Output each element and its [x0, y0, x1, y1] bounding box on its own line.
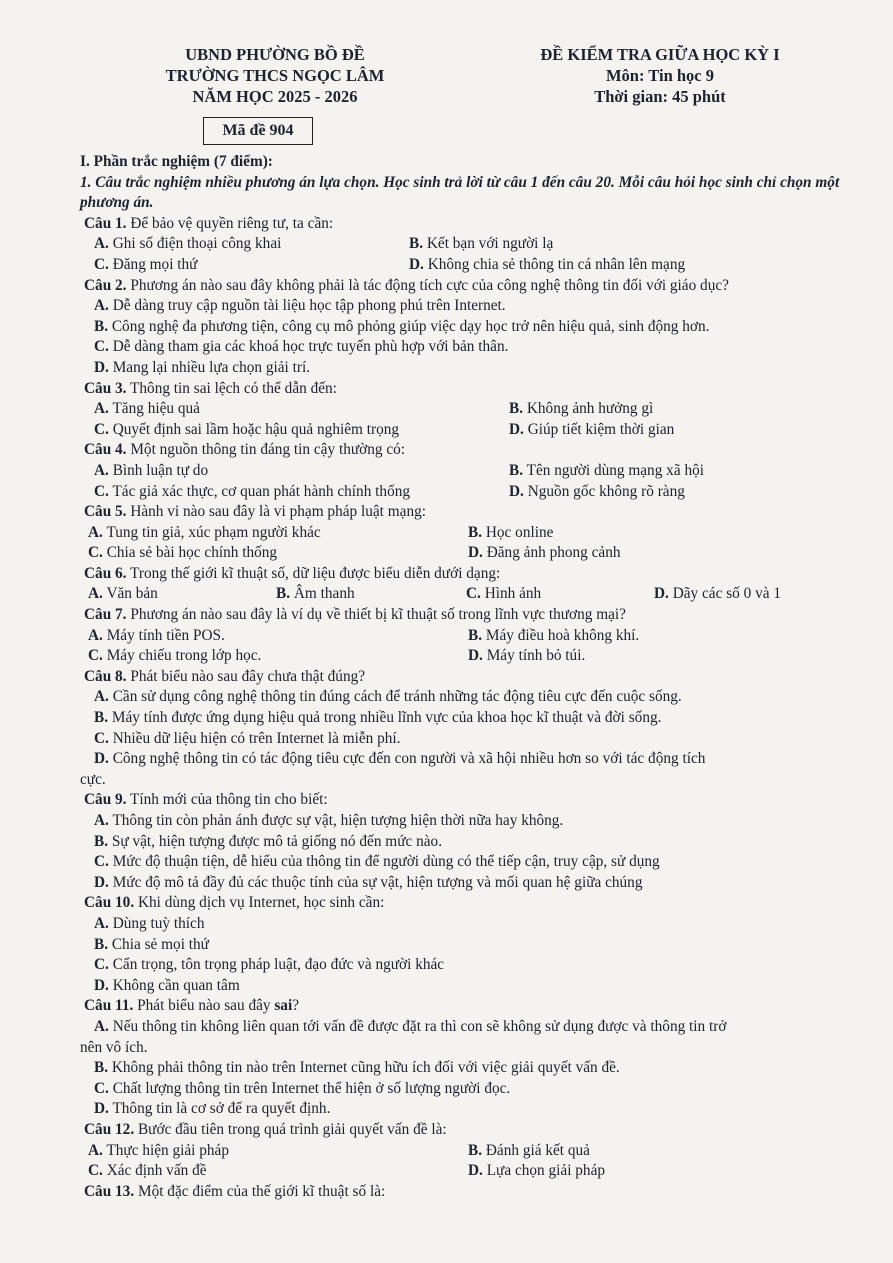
- question-number: Câu 13.: [84, 1182, 135, 1200]
- option-b: B. Âm thanh: [276, 585, 355, 603]
- option-a-continued: nên vô ích.: [80, 1038, 148, 1056]
- option-a: A. Thông tin còn phản ánh được sự vật, hiện tượng hiện thời nữa hay không.: [94, 812, 564, 829]
- option-a: A. Ghi số điện thoại công khai: [94, 235, 282, 253]
- option-c: C. Nhiều dữ liệu hiện có trên Internet là miễn phí.: [94, 729, 401, 747]
- question-text: Phương án nào sau đây là ví dụ về thiết bị kĩ thuật số trong lĩnh vực thương mại?: [126, 606, 626, 624]
- option-b: B. Tên người dùng mạng xã hội: [509, 461, 704, 479]
- question-text: Để bảo vệ quyền riêng tư, ta cần:: [126, 214, 334, 232]
- option-c: C. Tác giả xác thực, cơ quan phát hành chính thống: [94, 482, 411, 500]
- question-text: Một nguồn thông tin đáng tin cậy thường có:: [126, 441, 406, 459]
- option-c: C. Chia sẻ bài học chính thống: [88, 544, 278, 562]
- option-d: D. Giúp tiết kiệm thời gian: [509, 420, 675, 438]
- option-d: D. Dãy các số 0 và 1: [654, 585, 782, 603]
- question-4: [80, 440, 840, 461]
- option-b: B. Chia sẻ mọi thứ: [94, 935, 209, 953]
- option-b: B. Sự vật, hiện tượng được mô tả giống nó đến mức nào.: [94, 832, 443, 850]
- question-number: Câu 4.: [84, 441, 127, 459]
- option-d: D. Máy tính bỏ túi.: [468, 647, 586, 665]
- option-c: C. Quyết định sai lầm hoặc hậu quả nghiêm trọng: [94, 420, 400, 438]
- options-row: [80, 543, 840, 564]
- question-text: Bước đầu tiên trong quá trình giải quyết vấn đề là:: [134, 1120, 447, 1138]
- question-number: Câu 5.: [84, 503, 127, 521]
- question-number: Câu 8.: [84, 667, 127, 685]
- question-2: [80, 276, 840, 297]
- option-d: D. Thông tin là cơ sở để ra quyết định.: [94, 1100, 331, 1118]
- option-a: A. Văn bản: [88, 585, 158, 603]
- exam-content: [80, 152, 840, 1202]
- options-row: [80, 420, 840, 441]
- option-a: A. Nếu thông tin không liên quan tới vấn đề được đặt ra thì con sẽ không sử dụng được và thông tin trở: [94, 1017, 727, 1035]
- option-c: C. Dễ dàng tham gia các khoá học trực tuyến phù hợp với bản thân.: [94, 338, 509, 356]
- section-title: I. Phần trắc nghiệm (7 điểm):: [80, 153, 273, 170]
- option-b: B. Máy tính được ứng dụng hiệu quả trong nhiều lĩnh vực của khoa học kĩ thuật và đời sống.: [94, 709, 662, 727]
- exam-title: ĐỀ KIỂM TRA GIỮA HỌC KỲ I: [540, 45, 780, 64]
- option-b: B. Không phải thông tin nào trên Internet cũng hữu ích đối với việc giải quyết vấn đề.: [94, 1059, 620, 1077]
- option-d-continued: cực.: [80, 770, 106, 788]
- option-c: C. Mức độ thuận tiện, dễ hiểu của thông tin để người dùng có thể tiếp cận, truy cập, sử dụng: [94, 853, 660, 871]
- option-b: B. Học online: [468, 523, 554, 541]
- question-text: Hành vi nào sau đây là vi phạm pháp luật mạng:: [126, 503, 426, 521]
- option-a: A. Tăng hiệu quả: [94, 400, 200, 418]
- question-6: [80, 564, 840, 585]
- question-13: [80, 1182, 840, 1203]
- options-row: [80, 461, 840, 482]
- question-number: Câu 2.: [84, 276, 127, 294]
- header-left: [125, 44, 425, 107]
- question-number: Câu 12.: [84, 1120, 135, 1138]
- options-row: [80, 523, 840, 544]
- options-row: [80, 482, 840, 503]
- options-row: [80, 399, 840, 420]
- question-10: [80, 893, 840, 914]
- option-a: A. Máy tính tiền POS.: [88, 626, 225, 644]
- question-11: Câu 11. Phát biểu nào sau đây sai?: [84, 997, 300, 1015]
- option-b: B. Công nghệ đa phương tiện, công cụ mô phỏng giúp việc dạy học trở nên hiệu quả, sinh động hơn.: [94, 317, 710, 335]
- option-a: A. Cần sử dụng công nghệ thông tin đúng cách để tránh những tác động tiêu cực đến cuộc sống.: [94, 688, 682, 706]
- option-c: C. Cẩn trọng, tôn trọng pháp luật, đạo đức và người khác: [94, 956, 445, 974]
- question-number: Câu 10.: [84, 894, 135, 912]
- option-b: B. Đánh giá kết quả: [468, 1141, 590, 1159]
- duration: Thời gian: 45 phút: [594, 87, 726, 106]
- option-b: B. Không ảnh hưởng gì: [509, 400, 654, 418]
- question-text: Khi dùng dịch vụ Internet, học sinh cần:: [134, 894, 385, 912]
- option-c: C. Hình ảnh: [466, 585, 542, 603]
- option-d: D. Nguồn gốc không rõ ràng: [509, 482, 685, 500]
- option-a: A. Thực hiện giải pháp: [88, 1141, 229, 1159]
- options-row: [80, 584, 840, 605]
- question-text: Một đặc điểm của thế giới kĩ thuật số là:: [134, 1182, 386, 1200]
- option-d: D. Công nghệ thông tin có tác động tiêu cực đến con người và xã hội nhiều hơn so với tác động tích: [94, 750, 706, 768]
- question-number: Câu 3.: [84, 379, 127, 397]
- option-d: D. Mang lại nhiều lựa chọn giải trí.: [94, 358, 311, 376]
- options-row: [80, 1141, 840, 1162]
- options-row: [80, 646, 840, 667]
- school-year: NĂM HỌC 2025 - 2026: [192, 87, 358, 106]
- question-7: [80, 605, 840, 626]
- option-a: A. Tung tin giả, xúc phạm người khác: [88, 523, 321, 541]
- school-name: TRƯỜNG THCS NGỌC LÂM: [165, 66, 385, 85]
- question-text: Trong thế giới kĩ thuật số, dữ liệu được biểu diễn dưới dạng:: [126, 564, 501, 582]
- question-12: [80, 1120, 840, 1141]
- question-text: Phát biểu nào sau đây: [133, 997, 275, 1015]
- question-number: Câu 1.: [84, 214, 127, 232]
- option-b: B. Kết bạn với người lạ: [409, 235, 554, 253]
- question-number: Câu 11.: [84, 997, 134, 1015]
- option-d: D. Không cần quan tâm: [94, 976, 240, 994]
- question-8: [80, 667, 840, 688]
- option-d: D. Mức độ mô tả đầy đủ các thuộc tính của sự vật, hiện tượng và mối quan hệ giữa chúng: [94, 873, 643, 891]
- option-d: D. Lựa chọn giải pháp: [468, 1162, 606, 1180]
- question-text: Tính mới của thông tin cho biết:: [126, 791, 328, 809]
- option-a: A. Dễ dàng truy cập nguồn tài liệu học tập phong phú trên Internet.: [94, 297, 506, 315]
- options-row: [80, 1161, 840, 1182]
- question-number: Câu 7.: [84, 606, 127, 624]
- authority-name: UBND PHƯỜNG BỒ ĐỀ: [185, 45, 365, 64]
- question-keyword: sai: [274, 997, 293, 1015]
- exam-code-box: Mã đề 904: [203, 117, 313, 145]
- question-3: [80, 379, 840, 400]
- option-d: D. Đăng ảnh phong cảnh: [468, 544, 621, 562]
- option-c: C. Xác định vấn đề: [88, 1162, 207, 1180]
- question-number: Câu 6.: [84, 564, 127, 582]
- option-a: A. Bình luận tự do: [94, 461, 209, 479]
- section-instructions: 1. Câu trắc nghiệm nhiều phương án lựa chọn. Học sinh trả lời từ câu 1 đến câu 20. Mỗi câu hỏi học sinh chỉ chọn một phương án.: [80, 173, 840, 212]
- option-d: D. Không chia sẻ thông tin cá nhân lên mạng: [409, 255, 686, 273]
- options-row: [80, 255, 840, 276]
- options-row: [80, 234, 840, 255]
- question-1: [80, 214, 840, 235]
- option-a: A. Dùng tuỳ thích: [94, 914, 205, 932]
- option-c: C. Máy chiếu trong lớp học.: [88, 647, 262, 665]
- option-c: C. Chất lượng thông tin trên Internet thể hiện ở số lượng người đọc.: [94, 1079, 511, 1097]
- question-text: Phương án nào sau đây không phải là tác động tích cực của công nghệ thông tin đối với giáo dục?: [126, 276, 729, 294]
- question-number: Câu 9.: [84, 791, 127, 809]
- subject: Môn: Tin học 9: [605, 66, 715, 85]
- options-row: [80, 626, 840, 647]
- question-text: Phát biểu nào sau đây chưa thật đúng?: [126, 667, 366, 685]
- question-9: [80, 790, 840, 811]
- option-b: B. Máy điều hoà không khí.: [468, 626, 640, 644]
- option-c: C. Đăng mọi thứ: [94, 255, 198, 273]
- question-text: Thông tin sai lệch có thể dẫn đến:: [126, 379, 337, 397]
- header-right: [505, 44, 815, 107]
- question-5: [80, 502, 840, 523]
